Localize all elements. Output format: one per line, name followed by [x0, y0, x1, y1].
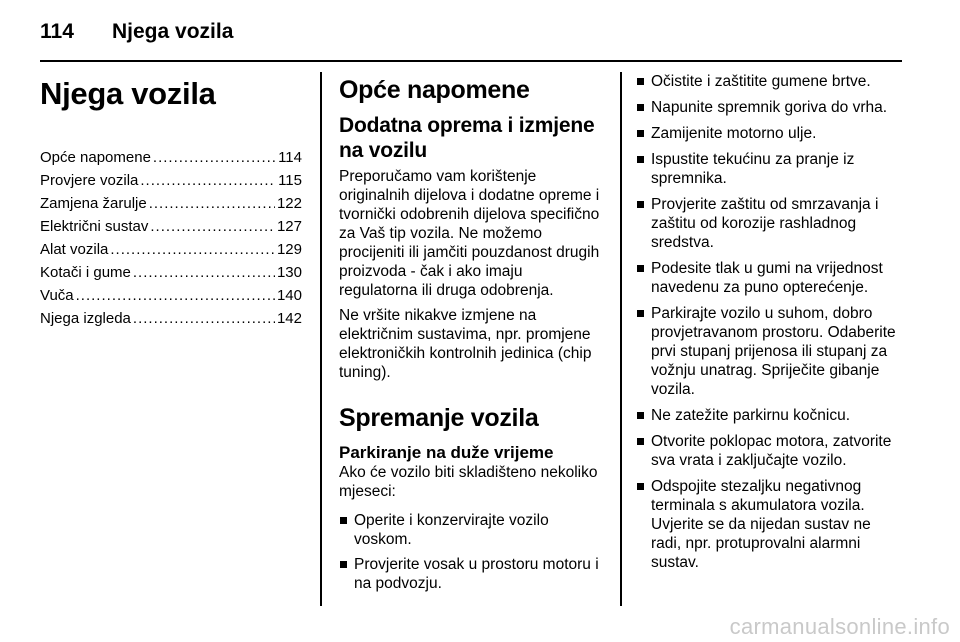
toc-entry-page: 114: [278, 149, 302, 166]
column-divider: [620, 72, 622, 606]
toc-entry-title: Kotači i gume: [40, 264, 131, 281]
list-item: Zamijenite motorno ulje.: [636, 124, 902, 143]
toc-entry-title: Alat vozila: [40, 241, 109, 258]
toc-leader: [153, 146, 276, 169]
section-title: Spremanje vozila: [339, 404, 539, 432]
toc-entry-page: 129: [276, 241, 302, 258]
toc-entry[interactable]: [40, 261, 302, 284]
toc-entry-page: 127: [276, 218, 302, 235]
paragraph: Ne vršite nikakve izmjene na električnim sustavima, npr. promjene elektroničkih kontrolnih jedinica (chip tuning).: [339, 307, 592, 381]
toc-entry-page: 115: [278, 172, 302, 189]
toc-leader: [133, 307, 275, 330]
toc-entry-page: 122: [276, 195, 302, 212]
toc-entry-title: Njega izgleda: [40, 310, 131, 327]
bullet-list: [636, 72, 902, 572]
paragraph: Preporučamo vam korištenje originalnih dijelova i dodatne opreme i tvornički odobrenih dijelova specifično za Vaš tip vozila. Ne možemo procijeniti ili jamčiti pouzdanost drugih proizvoda - čak i ako imaju regulatorna ili druga odobrenja.: [339, 168, 600, 299]
page-number: 114: [40, 20, 74, 43]
list-item: Otvorite poklopac motora, zatvorite sva vrata i zaključajte vozilo.: [636, 432, 902, 470]
list-item: Odspojite stezaljku negativnog terminala s akumulatora vozila. Uvjerite se da nijedan sustav ne radi, npr. protuprovalni alarmni sustav.: [636, 477, 902, 572]
toc-leader: [133, 261, 275, 284]
list-item: Provjerite vosak u prostoru motoru i na podvozju.: [339, 555, 603, 593]
toc-leader: [110, 238, 275, 261]
subsection-title: Dodatna oprema i izmjene na vozilu: [339, 114, 595, 162]
list-item: Očistite i zaštitite gumene brtve.: [636, 72, 902, 91]
table-of-contents: [40, 146, 302, 330]
toc-entry-page: 140: [276, 287, 302, 304]
toc-entry-title: Opće napomene: [40, 149, 151, 166]
column-divider: [320, 72, 322, 606]
toc-leader: [150, 215, 275, 238]
list-item: Ispustite tekućinu za pranje iz spremnika.: [636, 150, 902, 188]
section-title: Opće napomene: [339, 76, 530, 104]
toc-entry[interactable]: [40, 307, 302, 330]
subsection-title: Parkiranje na duže vrijeme: [339, 443, 554, 462]
bullet-list: [339, 511, 603, 593]
list-item: Podesite tlak u gumi na vrijednost navedenu za puno opterećenje.: [636, 259, 902, 297]
toc-entry-title: Zamjena žarulje: [40, 195, 147, 212]
page-header: [40, 20, 233, 44]
chapter-title: Njega vozila: [40, 76, 216, 111]
toc-column: [40, 72, 302, 330]
toc-leader: [76, 284, 275, 307]
content-column-middle: [339, 72, 603, 599]
list-item: Ne zatežite parkirnu kočnicu.: [636, 406, 902, 425]
toc-entry[interactable]: [40, 169, 302, 192]
toc-entry[interactable]: [40, 192, 302, 215]
list-item: Provjerite zaštitu od smrzavanja i zaštitu od korozije rashladnog sredstva.: [636, 195, 902, 252]
list-item: Parkirajte vozilo u suhom, dobro provjetravanom prostoru. Odaberite prvi stupanj prijenosa ili stupanj za vožnju unatrag. Spriječite gibanje vozila.: [636, 304, 902, 399]
toc-entry-title: Električni sustav: [40, 218, 149, 235]
list-item: Napunite spremnik goriva do vrha.: [636, 98, 902, 117]
header-rule: [40, 60, 902, 62]
watermark: carmanualsonline.info: [729, 614, 950, 639]
toc-leader: [140, 169, 276, 192]
content-column-right: [636, 72, 902, 579]
toc-entry-page: 142: [276, 310, 302, 327]
toc-entry[interactable]: [40, 215, 302, 238]
running-title: Njega vozila: [112, 20, 234, 43]
list-item: Operite i konzervirajte vozilo voskom.: [339, 511, 603, 549]
toc-entry[interactable]: [40, 146, 302, 169]
toc-entry[interactable]: [40, 284, 302, 307]
toc-leader: [149, 192, 275, 215]
toc-entry[interactable]: [40, 238, 302, 261]
toc-entry-title: Vuča: [40, 287, 74, 304]
toc-entry-page: 130: [276, 264, 302, 281]
paragraph: Ako će vozilo biti skladišteno nekoliko mjeseci:: [339, 464, 598, 500]
toc-entry-title: Provjere vozila: [40, 172, 139, 189]
